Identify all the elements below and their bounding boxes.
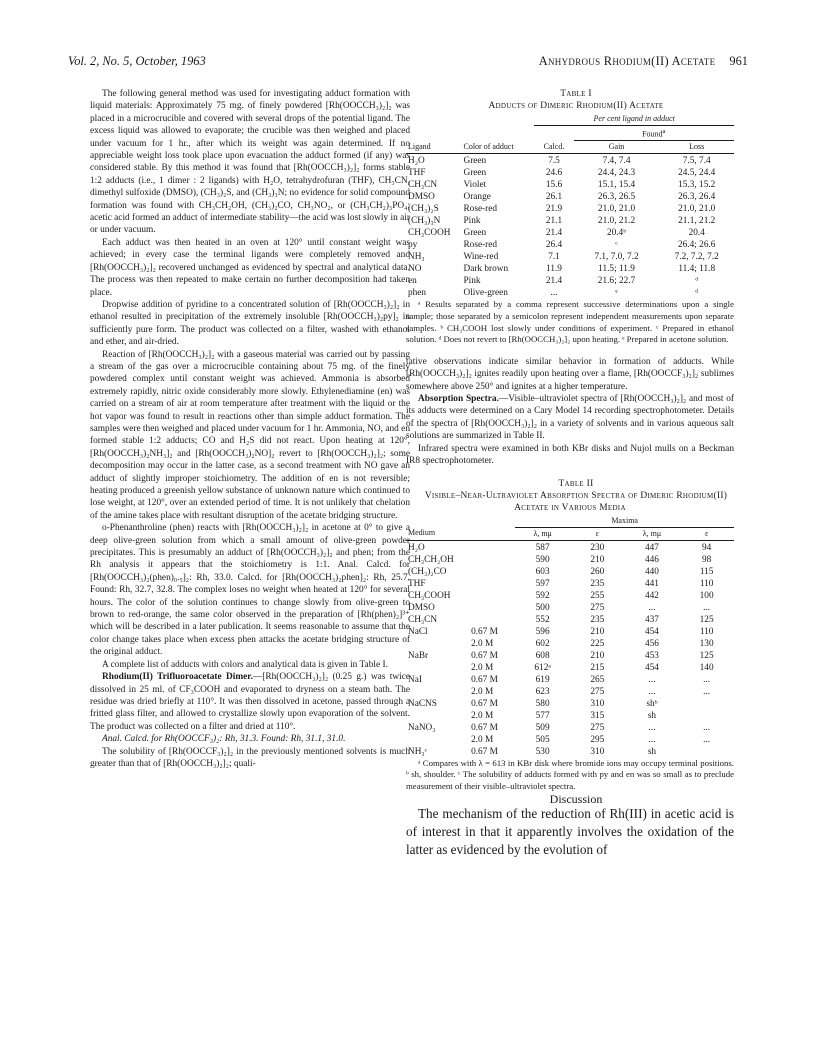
table-cell: 94	[701, 542, 712, 553]
table-cell: 310	[590, 746, 605, 757]
table-cell: THF	[408, 578, 426, 589]
table-cell: 21.0, 21.2	[597, 216, 636, 227]
table-2-span-header: Maxima	[515, 515, 734, 528]
table-cell: ᵉ	[615, 288, 618, 299]
table-cell: 11.9	[546, 264, 562, 275]
paragraph	[90, 671, 410, 733]
table-row	[406, 566, 734, 578]
table-cell: 7.4, 7.4	[602, 156, 631, 167]
paragraph: tative observations indicate similar behavior in formation of adducts. While [Rh(OOCCH₃)₂]₂ ignites readily upon heating over a flame, [Rh(OOCCF₃)₂]₂ sublimes somewhere above 250° and ignites at a higher temperature.	[406, 356, 734, 392]
table-cell: Violet	[463, 180, 487, 191]
table-row	[406, 734, 734, 746]
table-cell: Orange	[463, 192, 491, 203]
table-row	[406, 674, 734, 686]
table-cell: 24.5, 24.4	[678, 168, 716, 179]
table-cell: 505	[535, 734, 550, 745]
table-2-header-epsilon-1: ε	[595, 528, 599, 538]
table-cell: ...	[703, 674, 711, 685]
table-cell	[469, 542, 515, 554]
table-cell: 619	[535, 674, 550, 685]
table-cell: 26.4	[545, 240, 563, 251]
table-cell: 235	[590, 578, 605, 589]
table-row	[406, 251, 734, 263]
table-2-header-medium: Medium	[408, 528, 436, 538]
table-cell: 235	[590, 614, 605, 625]
table-cell: 453	[644, 650, 659, 661]
table-cell: CH₃COOH	[408, 228, 451, 239]
table-row	[406, 614, 734, 626]
discussion-heading: Discussion	[549, 791, 603, 806]
table-cell: shᵇ	[646, 698, 658, 709]
table-cell: 210	[590, 650, 605, 661]
header-right	[539, 54, 748, 69]
page-header	[68, 54, 748, 74]
table-cell: 130	[699, 638, 714, 649]
table-cell: 441	[644, 578, 659, 589]
table-cell: Rose-red	[463, 204, 498, 215]
table-cell: 440	[644, 566, 659, 577]
table-cell: CH₃COOH	[408, 590, 451, 601]
table-cell: ᵈ	[695, 276, 699, 287]
table-cell: Rose-red	[463, 240, 498, 251]
table-cell	[469, 602, 515, 614]
table-1-header-loss: Loss	[689, 142, 705, 152]
discussion-paragraph: The mechanism of the reduction of Rh(III) in acetic acid is of interest in that it apparently involves the oxidation of the latter as evidenced by the evolution of	[406, 805, 734, 857]
paragraph: A complete list of adducts with colors and analytical data is given in Table I.	[102, 659, 388, 670]
table-cell: NaCNS	[408, 698, 437, 709]
table-cell: 24.4, 24.3	[597, 168, 636, 179]
table-cell: Dark brown	[463, 264, 509, 275]
table-cell: 592	[535, 590, 550, 601]
table-1-footnotes: ᵃ Results separated by a comma represent successive determinations upon a single sample; those separated by a semicolon represent independent measurements upon separate samples. ᵇ CH₃COOH lost slowly under conditions of experiment. ᶜ Prepared in ethanol solution. ᵈ Does not revert to [Rh(OOCCH₃)₂]₂ upon heating. ᵉ Prepared in acetone solution.	[406, 299, 734, 345]
table-1-caption: Adducts of Dimeric Rhodium(II) Acetate	[488, 101, 664, 112]
table-cell: 2.0 M	[471, 710, 494, 721]
table-row	[406, 167, 734, 179]
table-cell	[679, 710, 734, 722]
table-cell: 454	[644, 662, 659, 673]
table-cell: 21.1, 21.2	[678, 216, 716, 227]
table-1-header-calcd: Calcd.	[543, 142, 565, 152]
table-cell: 265	[590, 674, 605, 685]
table-cell: 603	[535, 566, 550, 577]
table-1-header-gain: Gain	[608, 142, 625, 152]
table-cell: 21.9	[545, 204, 563, 215]
table-cell: 20.4ᵇ	[606, 228, 627, 239]
table-cell: 115	[699, 566, 714, 577]
table-cell: NH₃	[408, 252, 425, 263]
table-2-footnotes: ᵃ Compares with λ = 613 in KBr disk where bromide ions may occupy terminal positions. ᵇ sh, shoulder. ᶜ The solubility of adducts formed with py and en was so small as to preclude measurement of their visible–ultraviolet spectra.	[406, 757, 734, 791]
table-cell: 125	[699, 614, 714, 625]
table-cell	[469, 578, 515, 590]
table-cell: 442	[644, 590, 659, 601]
table-cell: Green	[463, 228, 487, 239]
table-cell: 587	[535, 542, 550, 553]
table-cell: 0.67 M	[471, 698, 498, 709]
table-cell: ...	[648, 734, 656, 745]
paragraph: The solubility of [Rh(OOCCF₃)₂]₂ in the previously mentioned solvents is much greater than that of [Rh(OOCCH₃)₂]₂; quali-	[90, 746, 410, 769]
table-cell: 7.1, 7.0, 7.2	[594, 252, 639, 263]
table-cell: 21.6; 22.7	[597, 276, 636, 287]
table-cell: ...	[703, 734, 711, 745]
table-cell: NaNO₃	[408, 722, 436, 733]
table-cell: sh	[647, 710, 657, 721]
table-cell: 602	[535, 638, 550, 649]
table-cell: 21.1	[545, 216, 563, 227]
paragraph: Each adduct was then heated in an oven at 120° until constant weight was achieved; in every case the terminal ligands were completely removed and [Rh(OOCCH₃)₂]₂ recovered unchanged as evidenced by spectral and analytical data. The process was then repeated to make certain no further decomposition had taken place.	[90, 237, 410, 298]
table-cell: (CH₃)₃N	[408, 216, 441, 227]
table-cell: en	[408, 276, 417, 287]
table-cell: DMSO	[408, 192, 435, 203]
table-row	[406, 191, 734, 203]
table-cell: 7.2, 7.2, 7.2	[674, 252, 719, 263]
table-2-header-epsilon-2: ε	[704, 528, 709, 538]
table-cell: 26.1	[545, 192, 563, 203]
table-cell: 0.67 M	[471, 650, 498, 661]
table-cell: 7.5	[548, 156, 560, 167]
right-column	[406, 88, 734, 859]
table-cell: 98	[701, 554, 712, 565]
table-cell: H₂O	[408, 542, 425, 553]
table-cell: 500	[535, 602, 550, 613]
table-cell: 21.0, 21.0	[597, 204, 636, 215]
table-cell	[469, 554, 515, 566]
table-row	[406, 578, 734, 590]
analysis-line: Anal. Calcd. for Rh(OOCCF₃)₂: Rh, 31.3. Found: Rh, 31.1, 31.0.	[102, 734, 346, 745]
table-cell	[406, 662, 469, 674]
subsection-heading: Rhodium(II) Trifluoroacetate Dimer.	[102, 672, 253, 683]
table-cell: 275	[590, 722, 605, 733]
table-cell: ...	[550, 288, 558, 299]
table-cell: DMSO	[408, 602, 435, 613]
table-cell: 552	[535, 614, 550, 625]
table-cell: 100	[699, 590, 714, 601]
paragraph-text: —Visible–ultraviolet spectra of [Rh(OOCCH₃)₂]₂ and most of its adducts were determined on a Cary Model 14 recording spectrophotometer. Details of the spectra of [Rh(OOCCH₃)₂]₂ in a variety of solvents and in various aqueous salt solutions are summarized in Table II.	[406, 394, 734, 442]
table-row	[406, 287, 734, 299]
table-cell	[406, 710, 469, 722]
table-cell: Green	[463, 168, 487, 179]
table-cell: 125	[699, 650, 714, 661]
table-row	[406, 662, 734, 674]
table-row	[406, 746, 734, 758]
table-cell: 612ᵃ	[534, 662, 551, 673]
table-cell: NO	[408, 264, 422, 275]
table-cell: 446	[644, 554, 659, 565]
table-cell: 275	[590, 686, 605, 697]
table-cell: 509	[535, 722, 550, 733]
table-cell: Olive-green	[463, 288, 508, 299]
table-1	[406, 113, 734, 300]
paragraph: Dropwise addition of pyridine to a concentrated solution of [Rh(OOCCH₃)₂]₂ in ethanol resulted in precipitation of the extremely insoluble [Rh(OOCCH₃)₂py]₂ in sufficiently pure form. The product was collected on a filter, washed with ethanol and ether, and air-dried.	[90, 299, 410, 348]
table-cell: 140	[699, 662, 714, 673]
table-row	[406, 275, 734, 287]
table-1-body	[406, 155, 734, 299]
table-row	[406, 155, 734, 167]
paragraph: o-Phenanthroline (phen) reacts with [Rh(OOCCH₃)₂]₂ in acetone at 0° to give a deep olive-green solution from which a small amount of olive-green powder precipitates. This is presumably an adduct of [Rh(OOCCH₃)₂]₂ and phen; from the Rh analysis it appears that the stoichiometry is 1:1. Anal. Calcd. for [Rh(OOCCH₃)₂(phen)₀.₅]₂: Rh, 33.0. Calcd. for [Rh(OOCCH₃)₂phen]₂: Rh, 25.7. Found: Rh, 32.7, 32.8. The complex loses no weight when heated at 120° for several hours. The color of the solution continues to change slowly from olive-green to brown to red-orange, the same color observed in the preparation of [Rh(phen)₂]³⁺ which will be described in a later publication. It seems reasonable to assume that the color change takes place when excess phen attacks the acetate bridging structure of the original adduct.	[90, 523, 410, 658]
paragraph	[406, 393, 734, 443]
table-cell: 26.3, 26.4	[678, 192, 716, 203]
table-cell: 597	[535, 578, 550, 589]
table-cell: ...	[703, 602, 711, 613]
table-cell	[406, 734, 469, 746]
table-cell: Green	[463, 156, 487, 167]
table-cell: 0.67 M	[471, 722, 498, 733]
table-cell: sh	[647, 746, 657, 757]
table-1-found-header: Found$^a$	[574, 125, 734, 141]
table-cell: 20.4	[688, 228, 705, 239]
table-cell: 2.0 M	[471, 638, 494, 649]
table-1-header-ligand: Ligand	[408, 142, 431, 152]
table-row	[406, 638, 734, 650]
table-cell: 2.0 M	[471, 686, 494, 697]
table-cell: Pink	[463, 216, 481, 227]
table-cell: 230	[590, 542, 605, 553]
table-cell: 26.3, 26.5	[597, 192, 636, 203]
table-cell: 577	[535, 710, 550, 721]
left-column	[90, 88, 410, 770]
table-cell: 21.4	[545, 228, 563, 239]
table-cell: 454	[644, 626, 659, 637]
table-cell	[469, 614, 515, 626]
subsection-heading: Absorption Spectra.	[418, 394, 499, 405]
table-cell: ᵈ	[695, 288, 699, 299]
table-1-span-header: Per cent ligand in adduct	[534, 113, 734, 126]
table-cell: 110	[699, 626, 714, 637]
table-2-label: Table II	[558, 478, 594, 489]
table-cell: 15.1, 15.4	[597, 180, 636, 191]
table-cell: ...	[648, 674, 656, 685]
table-row	[406, 263, 734, 275]
table-2-body	[406, 542, 734, 758]
table-1-label: Table I	[560, 89, 592, 99]
table-cell: 210	[590, 626, 605, 637]
table-row	[406, 227, 734, 239]
table-row	[406, 698, 734, 710]
table-cell: 530	[535, 746, 550, 757]
table-cell: 0.67 M	[471, 674, 498, 685]
table-cell: 590	[535, 554, 550, 565]
table-cell: NH₃ᶜ	[408, 746, 428, 757]
table-cell: 11.4; 11.8	[678, 264, 716, 275]
table-row	[406, 203, 734, 215]
table-cell	[469, 566, 515, 578]
table-cell: 11.5; 11.9	[598, 264, 635, 275]
table-cell: 24.6	[545, 168, 563, 179]
table-cell: 215	[590, 662, 605, 673]
table-cell: 275	[590, 602, 605, 613]
table-2-header-lambda-2: λ, mμ	[642, 528, 662, 538]
table-cell: ᶜ	[615, 240, 618, 251]
table-cell: 26.4; 26.6	[678, 240, 716, 251]
table-cell: 580	[535, 698, 550, 709]
table-cell: CH₃CH₂OH	[408, 554, 454, 565]
table-cell: H₂O	[408, 156, 425, 167]
table-cell: 623	[535, 686, 550, 697]
table-cell: 447	[644, 542, 659, 553]
table-cell: 7.5, 7.4	[682, 156, 711, 167]
table-cell: 255	[590, 590, 605, 601]
table-cell: 0.67 M	[471, 626, 498, 637]
paragraph: Infrared spectra were examined in both KBr disks and Nujol mulls on a Beckman IR8 spectrophotometer.	[406, 443, 734, 467]
table-cell: NaCl	[408, 626, 428, 637]
table-1-header-color: Color of adduct	[463, 142, 514, 152]
table-cell: py	[408, 240, 418, 251]
table-row	[406, 215, 734, 227]
table-row	[406, 554, 734, 566]
table-cell: 0.67 M	[471, 746, 498, 757]
table-cell: 15.6	[545, 180, 563, 191]
table-cell: 315	[590, 710, 605, 721]
table-cell: (CH₃)₂CO	[408, 566, 447, 577]
table-cell: NaBr	[408, 650, 429, 661]
table-cell: ...	[648, 686, 656, 697]
table-cell: ...	[648, 722, 656, 733]
table-cell	[406, 686, 469, 698]
table-cell: 21.0, 21.0	[678, 204, 716, 215]
table-cell: (CH₃)₂S	[408, 204, 439, 215]
table-cell: 437	[644, 614, 659, 625]
table-cell: 608	[535, 650, 550, 661]
table-cell: Pink	[463, 276, 481, 287]
table-row	[406, 710, 734, 722]
table-2-caption: Visible–Near-Ultraviolet Absorption Spectra of Dimeric Rhodium(II) Acetate in Various Media	[424, 490, 728, 514]
table-cell: 2.0 M	[471, 662, 494, 673]
table-cell: 2.0 M	[471, 734, 494, 745]
table-row	[406, 179, 734, 191]
table-row	[406, 590, 734, 602]
table-cell: phen	[408, 288, 427, 299]
paragraph-text: —[Rh(OOCCH₃)₂]₂ (0.25 g.) was twice dissolved in 25 ml. of CF₃COOH and evaporated to dryness on a steam bath. The residue was dried briefly at 110°. It was then dissolved in acetone, passed through a fritted glass filter, and allowed to crystallize slowly upon evaporation of the solvent. The product was collected on a filter and dried at 110°.	[90, 672, 410, 732]
table-row	[406, 602, 734, 614]
table-cell: 310	[590, 698, 605, 709]
table-row	[406, 626, 734, 638]
table-cell: CH₃CN	[408, 180, 438, 191]
table-row	[406, 542, 734, 554]
table-2	[406, 515, 734, 758]
table-cell: 456	[644, 638, 659, 649]
table-cell: 110	[699, 578, 714, 589]
table-cell: NaI	[408, 674, 422, 685]
table-cell: 596	[535, 626, 550, 637]
table-cell: Wine-red	[463, 252, 499, 263]
journal-citation: Vol. 2, No. 5, October, 1963	[68, 54, 206, 68]
table-row	[406, 239, 734, 251]
table-cell	[406, 638, 469, 650]
table-cell	[679, 746, 734, 758]
table-cell: 295	[590, 734, 605, 745]
table-cell: 7.1	[548, 252, 560, 263]
table-cell: THF	[408, 168, 426, 179]
table-cell: CH₃CN	[408, 614, 438, 625]
table-row	[406, 650, 734, 662]
paragraph: Reaction of [Rh(OOCCH₃)₂]₂ with a gaseous material was carried out by passing a stream of the gas over a microcrucible containing about 75 mg. of the finely powdered complex until constant weight was achieved. Ammonia is absorbed extremely rapidly, nitric oxide considerably more slowly. Ethylenediamine (en) was carried on a stream of air at room temperature after treatment with the liquid or the hot vapor was found to result in reactions other than simple adduct formation. The samples were then weighed and placed under vacuum for 1 hr. Ammonia, NO, and en formed stable 1:2 adducts; CO and H₂S did not react. Upon heating at 120°, [Rh(OOCCH₃)₂NH₃]₂ and [Rh(OOCCH₃)₂NO]₂ revert to [Rh(OOCCH₃)₂]₂; some decomposition may occur in the latter case, as a second treatment with NO gave an adduct of slightly improper stoichiometry. The addition of en is not reversible; heating produced a greenish yellow substance of unknown nature which continued to lose weight, at 120°, over an extended period of time. It is not unlikely that chelation of the amine takes place with resultant disruption of the acetate bridging structure.	[90, 349, 410, 521]
running-title: Anhydrous Rhodium(II) Acetate	[538, 54, 716, 68]
table-cell	[469, 590, 515, 602]
table-cell: 260	[590, 566, 605, 577]
table-cell: 210	[590, 554, 605, 565]
table-cell	[679, 698, 734, 710]
table-row	[406, 722, 734, 734]
table-row	[406, 686, 734, 698]
table-2-header-lambda-1: λ, mμ	[533, 528, 552, 538]
page-number: 961	[729, 54, 748, 68]
table-cell: ...	[703, 686, 711, 697]
table-cell: ...	[703, 722, 711, 733]
table-cell: 225	[590, 638, 605, 649]
table-cell: 15.3, 15.2	[678, 180, 716, 191]
table-cell: 21.4	[545, 276, 563, 287]
paragraph: The following general method was used for investigating adduct formation with liquid materials: Approximately 75 mg. of finely powdered [Rh(OOCCH₃)₂]₂ was placed in a microcrucible and covered with several drops of the potential ligand. The excess liquid was allowed to evaporate; the crucible was then weighed and placed under vacuum for 1 hr., after which its weight was again determined. If no appreciable weight loss took place upon evacuation the adduct formed (if any) was considered stable. By this method it was found that [Rh(OOCCH₃)₂]₂ forms stable 1:2 adducts (i.e., 1 dimer : 2 ligands) with H₂O, tetrahydrofuran (THF), CH₃CN, dimethyl sulfoxide (DMSO), (CH₃)₂S, and (CH₃)₃N; no evidence for solid compound formation was found with CH₃CH₂OH, (CH₃)₂CO, CH₃NO₂, or (CH₃CH₂)₃PO₄; acetic acid formed an adduct of intermediate stability—the acid was lost slowly in air or under vacuum.	[90, 89, 410, 236]
table-cell: ...	[648, 602, 656, 613]
